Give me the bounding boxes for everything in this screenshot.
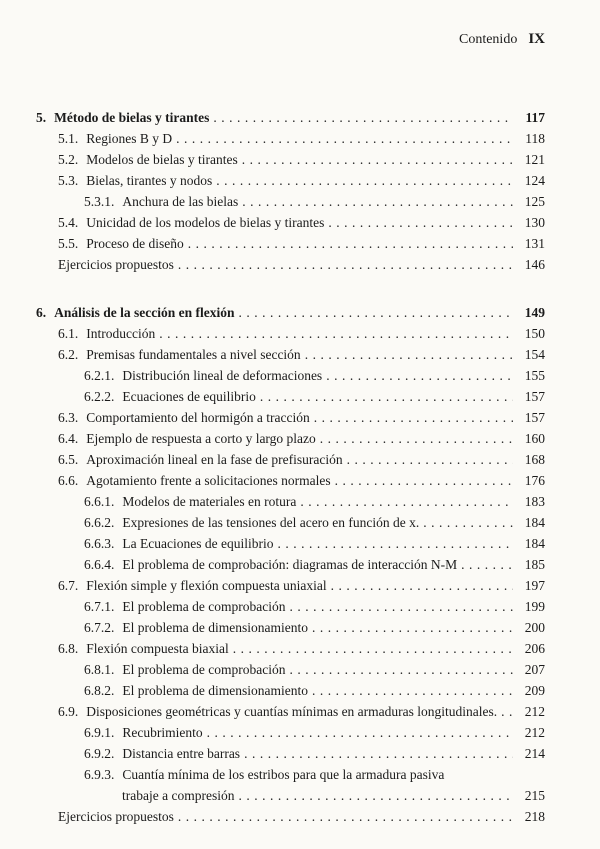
toc-entry: [36, 638, 545, 659]
entry-number: 6.7.2.: [84, 620, 115, 635]
entry-page-number: 146: [524, 257, 545, 272]
dot-leader: [326, 365, 513, 386]
entry-number: 6.7.1.: [84, 599, 115, 614]
entry-title: Proceso de diseño: [86, 236, 184, 251]
entry-title: Agotamiento frente a solicitaciones normales: [86, 473, 331, 488]
entry-page-number: 157: [524, 410, 545, 425]
entry-title: Ecuaciones de equilibrio: [122, 389, 256, 404]
entry-page-number: 118: [525, 131, 545, 146]
entry-number: 6.2.: [58, 347, 79, 362]
entry-number: 5.3.: [58, 173, 79, 188]
entry-title: Unicidad de los modelos de bielas y tirantes: [86, 215, 325, 230]
dot-leader: [312, 680, 513, 701]
toc-entry: [36, 365, 545, 386]
entry-page-number: 197: [524, 578, 545, 593]
dot-leader: [188, 233, 513, 254]
entry-page-number: 150: [524, 326, 545, 341]
entry-number: 6.7.: [58, 578, 79, 593]
toc-entry: [36, 764, 545, 785]
entry-page-number: 176: [524, 473, 545, 488]
entry-number: 5.4.: [58, 215, 79, 230]
entry-title: Ejemplo de respuesta a corto y largo plazo: [86, 431, 316, 446]
entry-number: 6.9.: [58, 704, 79, 719]
entry-number: 5.1.: [58, 131, 79, 146]
entry-title: Análisis de la sección en flexión: [54, 305, 235, 320]
entry-number: 6.: [36, 305, 47, 320]
entry-number: 6.8.1.: [84, 662, 115, 677]
dot-leader: [328, 212, 513, 233]
dot-leader: [239, 302, 513, 323]
entry-number: 6.6.2.: [84, 515, 115, 530]
entry-page-number: 207: [524, 662, 545, 677]
page-header: [36, 30, 545, 49]
entry-page-number: 125: [524, 194, 545, 209]
toc-entry: [36, 596, 545, 617]
entry-title: Método de bielas y tirantes: [54, 110, 210, 125]
entry-title: Anchura de las bielas: [122, 194, 239, 209]
dot-leader: [260, 386, 513, 407]
dot-leader: [233, 638, 513, 659]
toc-entry: [36, 680, 545, 701]
entry-page-number: 160: [524, 431, 545, 446]
entry-title: Cuantía mínima de los estribos para que la armadura pasiva: [122, 767, 445, 782]
entry-number: 5.2.: [58, 152, 79, 167]
entry-number: 6.4.: [58, 431, 79, 446]
dot-leader: [176, 128, 513, 149]
toc-entry: [36, 107, 545, 128]
dot-leader: [347, 449, 513, 470]
dot-leader: [238, 785, 513, 806]
entry-page-number: 155: [524, 368, 545, 383]
entry-page-number: 121: [524, 152, 545, 167]
entry-page-number: 185: [524, 557, 545, 572]
toc-entry: [36, 470, 545, 491]
entry-page-number: 199: [524, 599, 545, 614]
entry-page-number: 117: [525, 110, 545, 125]
toc-entry: [36, 191, 545, 212]
dot-leader: [320, 428, 513, 449]
entry-title: Premisas fundamentales a nivel sección: [86, 347, 301, 362]
entry-title: Comportamiento del hormigón a tracción: [86, 410, 310, 425]
dot-leader: [314, 407, 513, 428]
dot-leader: [277, 533, 513, 554]
entry-number: 6.6.4.: [84, 557, 115, 572]
entry-number: 6.2.1.: [84, 368, 115, 383]
toc-entry: [36, 254, 545, 275]
entry-title: Disposiciones geométricas y cuantías mínimas en armaduras longitudinales.: [86, 704, 498, 719]
entry-title: Distribución lineal de deformaciones: [122, 368, 323, 383]
dot-leader: [461, 554, 513, 575]
entry-number: 6.9.2.: [84, 746, 115, 761]
toc-entry: [36, 554, 545, 575]
entry-page-number: 184: [524, 515, 545, 530]
entry-page-number: 218: [524, 809, 545, 824]
entry-title: Modelos de materiales en rotura: [122, 494, 297, 509]
entry-page-number: 131: [524, 236, 545, 251]
entry-page-number: 149: [524, 305, 545, 320]
toc-entry: [36, 344, 545, 365]
entry-page-number: 215: [524, 788, 545, 803]
toc-entry: [36, 128, 545, 149]
toc-entry: [36, 659, 545, 680]
entry-title: Flexión simple y flexión compuesta uniaxial: [86, 578, 327, 593]
entry-title: La Ecuaciones de equilibrio: [122, 536, 274, 551]
toc-entry: [36, 149, 545, 170]
entry-title-continuation: trabaje a compresión: [122, 788, 235, 803]
entry-page-number: 200: [524, 620, 545, 635]
toc-entry: [36, 233, 545, 254]
dot-leader: [335, 470, 513, 491]
dot-leader: [159, 323, 513, 344]
toc-entry: [36, 407, 545, 428]
entry-number: 5.: [36, 110, 47, 125]
dot-leader: [213, 107, 513, 128]
entry-page-number: 157: [524, 389, 545, 404]
toc-section: [36, 107, 545, 275]
toc-entry: [36, 428, 545, 449]
entry-title: Ejercicios propuestos: [58, 257, 174, 272]
dot-leader: [242, 191, 513, 212]
entry-title: Flexión compuesta biaxial: [86, 641, 229, 656]
toc-entry: [36, 449, 545, 470]
dot-leader: [244, 743, 513, 764]
entry-page-number: 214: [524, 746, 545, 761]
dot-leader: [300, 491, 513, 512]
toc-section: [36, 302, 545, 827]
entry-title: Modelos de bielas y tirantes: [86, 152, 238, 167]
toc-entry: [36, 323, 545, 344]
entry-title: Introducción: [86, 326, 156, 341]
dot-leader: [216, 170, 513, 191]
entry-title: Bielas, tirantes y nodos: [86, 173, 213, 188]
entry-title: Recubrimiento: [122, 725, 203, 740]
toc-entry: [36, 533, 545, 554]
entry-number: 6.8.: [58, 641, 79, 656]
dot-leader: [178, 254, 513, 275]
dot-leader: [178, 806, 513, 827]
toc-entry-continuation: [36, 785, 545, 806]
entry-number: 6.2.2.: [84, 389, 115, 404]
entry-number: 6.6.3.: [84, 536, 115, 551]
dot-leader: [289, 659, 513, 680]
toc-entry: [36, 701, 545, 722]
toc-entry: [36, 806, 545, 827]
toc-entry: [36, 491, 545, 512]
dot-leader: [331, 575, 513, 596]
entry-title: Expresiones de las tensiones del acero en función de x.: [122, 515, 420, 530]
header-page-number: IX: [528, 31, 545, 47]
toc-entry: [36, 170, 545, 191]
entry-number: 6.9.3.: [84, 767, 115, 782]
entry-page-number: 184: [524, 536, 545, 551]
entry-number: 5.5.: [58, 236, 79, 251]
entry-title: El problema de comprobación: diagramas de interacción N-M: [122, 557, 458, 572]
entry-page-number: 168: [524, 452, 545, 467]
entry-number: 6.6.1.: [84, 494, 115, 509]
toc-entry: [36, 512, 545, 533]
toc-entry: [36, 212, 545, 233]
entry-title: El problema de comprobación: [122, 662, 286, 677]
toc-entry: [36, 302, 545, 323]
entry-title: Ejercicios propuestos: [58, 809, 174, 824]
dot-leader: [312, 617, 513, 638]
toc-entry: [36, 743, 545, 764]
entry-number: 6.8.2.: [84, 683, 115, 698]
dot-leader: [289, 596, 513, 617]
entry-number: 6.6.: [58, 473, 79, 488]
dot-leader: [501, 701, 513, 722]
toc-entry: [36, 617, 545, 638]
header-title: Contenido: [458, 32, 518, 47]
dot-leader: [242, 149, 513, 170]
toc: [36, 107, 545, 827]
toc-entry: [36, 575, 545, 596]
entry-number: 6.1.: [58, 326, 79, 341]
entry-page-number: 183: [524, 494, 545, 509]
entry-title: El problema de dimensionamiento: [122, 683, 308, 698]
entry-number: 6.9.1.: [84, 725, 115, 740]
entry-title: Aproximación lineal en la fase de prefisuración: [86, 452, 343, 467]
entry-page-number: 154: [524, 347, 545, 362]
entry-title: Distancia entre barras: [122, 746, 241, 761]
entry-page-number: 212: [524, 704, 545, 719]
entry-number: 6.5.: [58, 452, 79, 467]
dot-leader: [207, 722, 513, 743]
entry-title: El problema de dimensionamiento: [122, 620, 308, 635]
entry-page-number: 124: [524, 173, 545, 188]
dot-leader: [305, 344, 513, 365]
entry-page-number: 206: [524, 641, 545, 656]
dot-leader: [423, 512, 513, 533]
entry-page-number: 212: [524, 725, 545, 740]
entry-title: El problema de comprobación: [122, 599, 286, 614]
entry-page-number: 209: [524, 683, 545, 698]
entry-number: 6.3.: [58, 410, 79, 425]
entry-page-number: 130: [524, 215, 545, 230]
entry-number: 5.3.1.: [84, 194, 115, 209]
entry-title: Regiones B y D: [86, 131, 173, 146]
toc-entry: [36, 386, 545, 407]
toc-entry: [36, 722, 545, 743]
